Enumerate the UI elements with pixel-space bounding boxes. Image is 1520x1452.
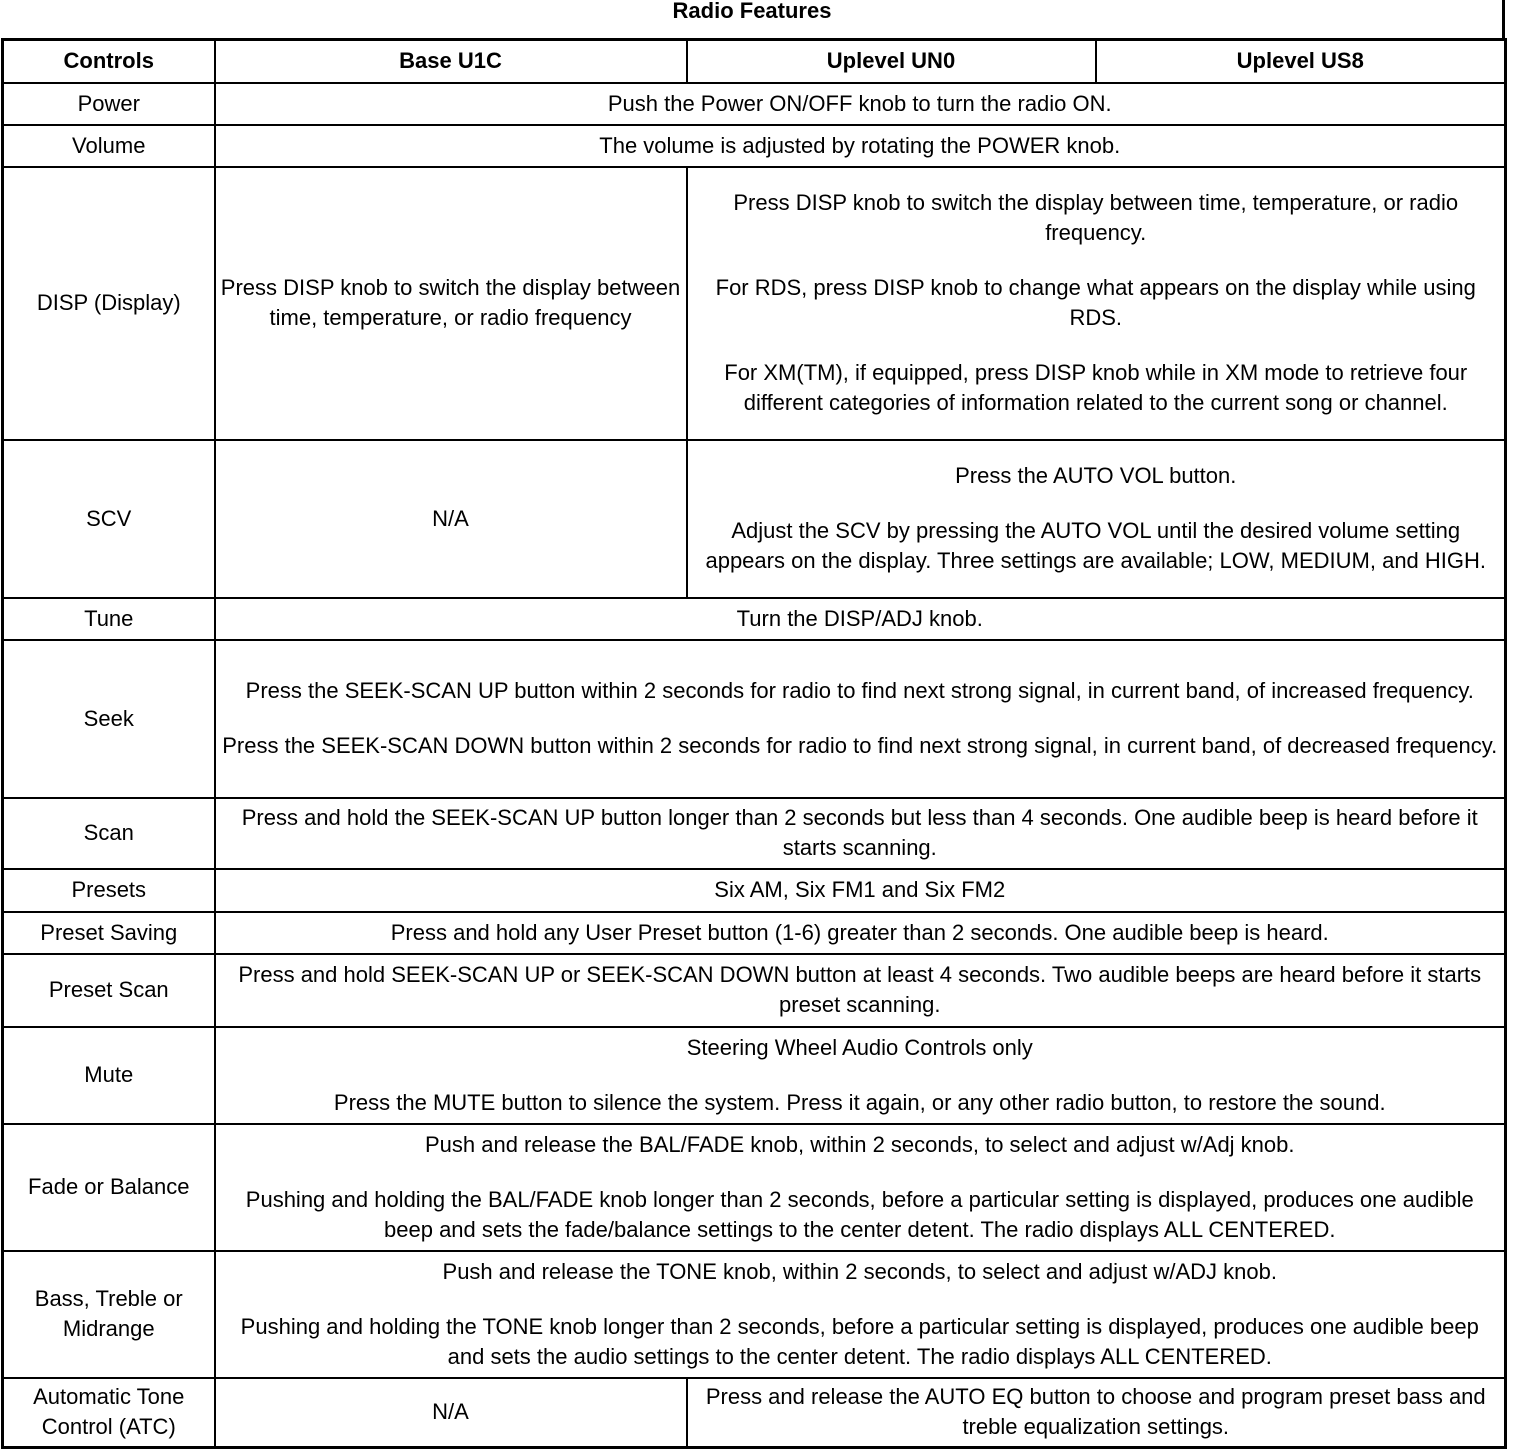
description-paragraph: Press DISP knob to switch the display between time, temperature, or radio frequency. [733, 190, 1459, 245]
description-paragraph: Steering Wheel Audio Controls only [686, 1034, 1033, 1060]
table-row [3, 869, 1506, 912]
description-paragraph: Adjust the SCV by pressing the AUTO VOL until the desired volume setting appears on the display. Three settings are available; LOW, MEDIUM, and HIGH. [705, 518, 1487, 573]
header-base: Base U1C [215, 40, 687, 83]
table-row [3, 640, 1506, 798]
table-row [3, 954, 1506, 1027]
control-description [215, 1027, 1506, 1124]
base-description: N/A [215, 440, 687, 598]
uplevel-description [687, 167, 1506, 440]
control-name: Bass, Treble or Midrange [3, 1251, 215, 1378]
control-name: Scan [3, 798, 215, 869]
control-description: Push the Power ON/OFF knob to turn the radio ON. [215, 83, 1506, 125]
table-row [3, 125, 1506, 167]
control-name: Volume [3, 125, 215, 167]
control-description: Six AM, Six FM1 and Six FM2 [215, 869, 1506, 912]
table-row [3, 83, 1506, 125]
control-name: Presets [3, 869, 215, 912]
radio-features-table [1, 38, 1507, 1449]
control-name: Preset Saving [3, 912, 215, 954]
control-description: Press and hold any User Preset button (1-6) greater than 2 seconds. One audible beep is heard. [215, 912, 1506, 954]
description-paragraph: For XM(TM), if equipped, press DISP knob while in XM mode to retrieve four different categories of information related to the current song or channel. [724, 360, 1468, 415]
control-description: The volume is adjusted by rotating the POWER knob. [215, 125, 1506, 167]
table-row [3, 1378, 1506, 1448]
control-description: Turn the DISP/ADJ knob. [215, 598, 1506, 640]
uplevel-description [687, 440, 1506, 598]
control-description: Press and hold the SEEK-SCAN UP button longer than 2 seconds but less than 4 seconds. One audible beep is heard before it starts scanning. [215, 798, 1506, 869]
description-paragraph: Pushing and holding the TONE knob longer than 2 seconds, before a particular setting is displayed, produces one audible beep and sets the audio settings to the center detent. The radio displays ALL CENTERED. [240, 1313, 1479, 1369]
control-description [215, 1251, 1506, 1378]
control-name: Power [3, 83, 215, 125]
base-description: Press DISP knob to switch the display between time, temperature, or radio frequency [215, 167, 687, 440]
description-paragraph: Press the SEEK-SCAN DOWN button within 2 seconds for radio to find next strong signal, in current band, of decreased frequency. [222, 733, 1498, 758]
description-paragraph: Pushing and holding the BAL/FADE knob longer than 2 seconds, before a particular setting is displayed, produces one audible beep and sets the fade/balance settings to the center detent. The radio displays ALL CENTERED. [245, 1186, 1474, 1242]
description-paragraph: For RDS, press DISP knob to change what appears on the display while using RDS. [715, 275, 1476, 330]
description-paragraph: Push and release the BAL/FADE knob, within 2 seconds, to select and adjust w/Adj knob. [424, 1131, 1295, 1157]
table-row [3, 1124, 1506, 1251]
description-paragraph: Press the MUTE button to silence the system. Press it again, or any other radio button, to restore the sound. [333, 1089, 1386, 1115]
control-description: Press and hold SEEK-SCAN UP or SEEK-SCAN DOWN button at least 4 seconds. Two audible beeps are heard before it starts preset scanning. [215, 954, 1506, 1027]
control-name: SCV [3, 440, 215, 598]
control-description [215, 640, 1506, 798]
header-controls: Controls [3, 40, 215, 83]
uplevel-description: Press and release the AUTO EQ button to choose and program preset bass and treble equalization settings. [687, 1378, 1506, 1448]
table-title: Radio Features [672, 0, 832, 23]
table-row [3, 440, 1506, 598]
control-name: Fade or Balance [3, 1124, 215, 1251]
description-paragraph: Push and release the TONE knob, within 2 seconds, to select and adjust w/ADJ knob. [442, 1258, 1277, 1284]
header-row [3, 40, 1506, 83]
header-uplevel-un0: Uplevel UN0 [687, 40, 1096, 83]
title-border [1502, 0, 1505, 40]
table-row [3, 1251, 1506, 1378]
control-name: Automatic Tone Control (ATC) [3, 1378, 215, 1448]
table-row [3, 598, 1506, 640]
table-row [3, 167, 1506, 440]
base-description: N/A [215, 1378, 687, 1448]
control-name: Tune [3, 598, 215, 640]
control-name: Mute [3, 1027, 215, 1124]
control-name: DISP (Display) [3, 167, 215, 440]
control-name: Preset Scan [3, 954, 215, 1027]
control-description [215, 1124, 1506, 1251]
description-paragraph: Press the SEEK-SCAN UP button within 2 seconds for radio to find next strong signal, in current band, of increased frequency. [245, 678, 1474, 703]
table-row [3, 798, 1506, 869]
description-paragraph: Press the AUTO VOL button. [955, 463, 1237, 488]
control-name: Seek [3, 640, 215, 798]
table-row [3, 1027, 1506, 1124]
table-row [3, 912, 1506, 954]
header-uplevel-us8: Uplevel US8 [1096, 40, 1506, 83]
